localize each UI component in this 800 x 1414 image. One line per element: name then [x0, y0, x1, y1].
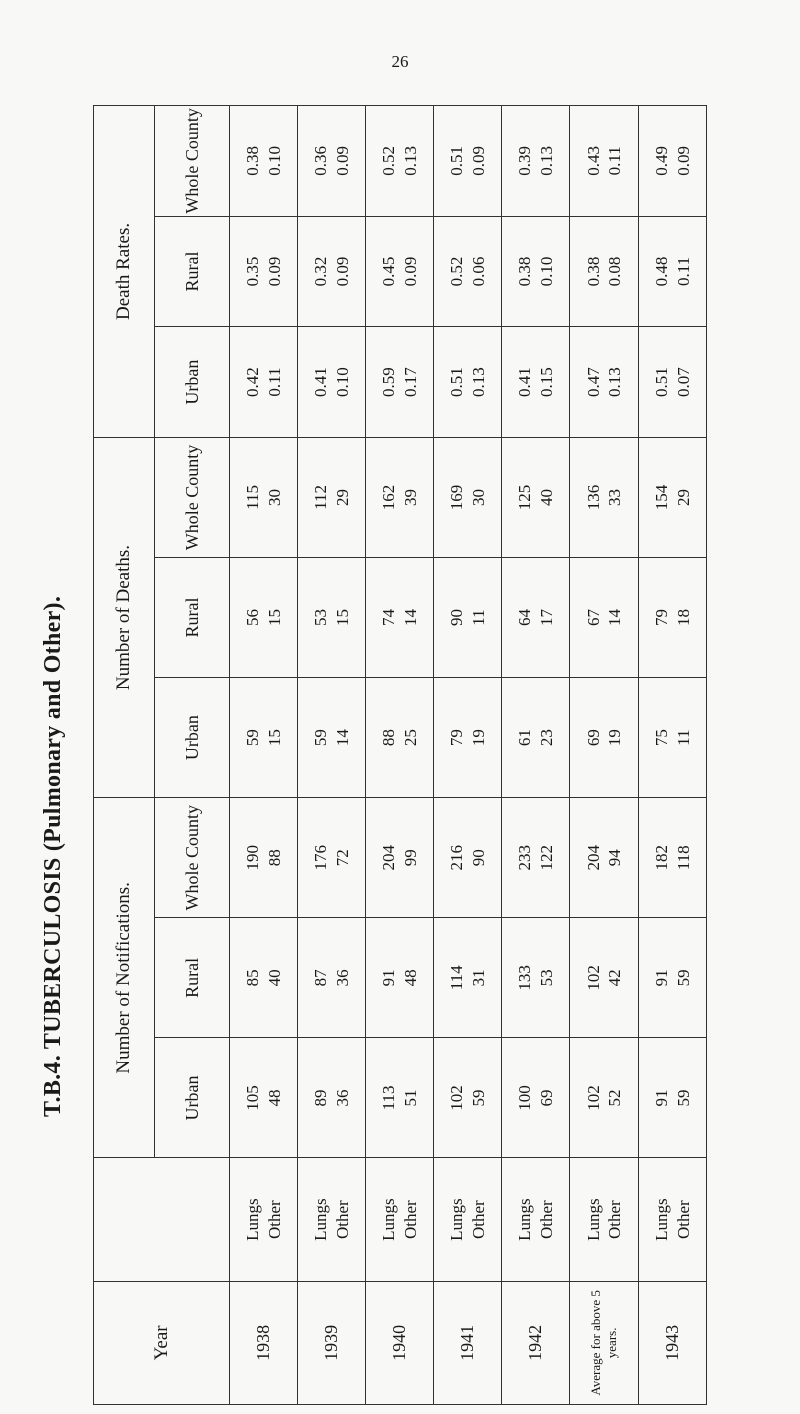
- type-label-lungs: Lungs: [515, 1197, 535, 1241]
- deaths-urban-cell: [366, 677, 434, 797]
- lungs-value: 0.49: [652, 145, 672, 176]
- other-value: 19: [468, 728, 488, 746]
- notifications-header: Number of Notifications.: [94, 797, 155, 1157]
- type-cell: [570, 1158, 639, 1281]
- lungs-value: 204: [379, 844, 399, 870]
- deaths-rural-cell: [502, 557, 570, 677]
- rate-whole-cell: [230, 105, 298, 216]
- table-row: [366, 105, 434, 1404]
- other-value: 0.06: [468, 256, 488, 286]
- type-header: [94, 1158, 230, 1281]
- lungs-value: 59: [243, 728, 263, 746]
- rate-urban-cell: [570, 326, 639, 437]
- other-value: 0.13: [605, 366, 624, 397]
- other-value: 15: [264, 608, 284, 626]
- lungs-value: 0.59: [379, 366, 399, 397]
- other-value: 59: [673, 968, 693, 986]
- type-label-lungs: Lungs: [243, 1197, 263, 1241]
- notif-urban-cell: [639, 1037, 707, 1157]
- notif-urban-cell: [502, 1037, 570, 1157]
- lungs-value: 113: [379, 1085, 399, 1110]
- lungs-value: 115: [243, 484, 263, 510]
- rate-rural-cell: [502, 216, 570, 327]
- other-value: 0.09: [673, 145, 693, 176]
- other-value: 14: [332, 728, 352, 746]
- notif-urban-cell: [230, 1037, 298, 1157]
- lungs-value: 216: [447, 844, 467, 870]
- table-body: [230, 105, 707, 1404]
- type-label-lungs: Lungs: [583, 1197, 603, 1241]
- notif-whole-cell: [434, 797, 502, 917]
- other-value: 0.11: [605, 145, 624, 175]
- lungs-value: 90: [447, 608, 467, 626]
- notif-whole-cell: [230, 797, 298, 917]
- rate-urban-cell: [434, 326, 502, 437]
- lungs-value: 162: [379, 484, 399, 510]
- other-value: 122: [536, 844, 556, 870]
- rate-whole-cell: [434, 105, 502, 216]
- deaths-rural-cell: [434, 557, 502, 677]
- other-value: 15: [264, 728, 284, 746]
- notif-rural-cell: [639, 917, 707, 1037]
- lungs-value: 91: [652, 968, 672, 986]
- other-value: 52: [605, 1088, 624, 1106]
- rate-whole-cell: [366, 105, 434, 216]
- lungs-value: 0.52: [379, 145, 399, 176]
- rate-rural-header: Rural: [155, 216, 230, 327]
- other-value: 0.17: [400, 366, 420, 397]
- death-rates-header: Death Rates.: [94, 105, 155, 437]
- lungs-value: 182: [652, 844, 672, 870]
- deaths-rural-cell: [366, 557, 434, 677]
- type-label-other: Other: [605, 1199, 624, 1239]
- lungs-value: 91: [652, 1088, 672, 1106]
- deaths-urban-cell: [570, 677, 639, 797]
- other-value: 0.07: [673, 366, 693, 397]
- type-cell: [298, 1158, 366, 1281]
- other-value: 0.09: [468, 145, 488, 176]
- table-row: [639, 105, 707, 1404]
- table-title: T.B.4. TUBERCULOSIS (Pulmonary and Other).: [40, 595, 66, 1117]
- other-value: 0.09: [332, 145, 352, 176]
- rate-urban-cell: [298, 326, 366, 437]
- lungs-value: 0.41: [515, 366, 535, 397]
- year-cell: 1938: [230, 1281, 298, 1404]
- other-value: 0.08: [605, 256, 624, 286]
- other-value: 17: [536, 608, 556, 626]
- rate-urban-cell: [366, 326, 434, 437]
- page-number: 26: [391, 52, 409, 71]
- other-value: 0.15: [536, 366, 556, 397]
- type-cell: [434, 1158, 502, 1281]
- lungs-value: 0.39: [515, 145, 535, 176]
- rate-whole-cell: [570, 105, 639, 216]
- rate-urban-header: Urban: [155, 326, 230, 437]
- table-row: [502, 105, 570, 1404]
- notif-urban-header: Urban: [155, 1037, 230, 1157]
- other-value: 72: [332, 848, 352, 866]
- type-label-other: Other: [536, 1199, 556, 1239]
- rate-rural-cell: [298, 216, 366, 327]
- other-value: 0.09: [332, 256, 352, 286]
- lungs-value: 100: [515, 1084, 535, 1111]
- type-label-other: Other: [400, 1199, 420, 1239]
- rate-urban-cell: [230, 326, 298, 437]
- year-cell: Average for above 5 years.: [570, 1281, 639, 1404]
- deaths-urban-cell: [298, 677, 366, 797]
- other-value: 14: [400, 608, 420, 626]
- other-value: 18: [673, 608, 693, 626]
- other-value: 99: [400, 848, 420, 866]
- lungs-value: 0.42: [243, 366, 263, 397]
- rate-whole-cell: [639, 105, 707, 216]
- other-value: 11: [468, 608, 488, 626]
- other-value: 69: [536, 1088, 556, 1106]
- lungs-value: 133: [515, 964, 535, 991]
- notif-rural-cell: [366, 917, 434, 1037]
- type-label-other: Other: [264, 1199, 284, 1239]
- other-value: 88: [264, 848, 284, 866]
- deaths-rural-cell: [298, 557, 366, 677]
- other-value: 14: [605, 608, 624, 626]
- lungs-value: 0.45: [379, 256, 399, 286]
- deaths-urban-header: Urban: [155, 677, 230, 797]
- other-value: 29: [332, 488, 352, 506]
- other-value: 0.10: [332, 366, 352, 397]
- year-cell: 1941: [434, 1281, 502, 1404]
- deaths-urban-cell: [639, 677, 707, 797]
- lungs-value: 0.51: [447, 145, 467, 176]
- deaths-rural-cell: [570, 557, 639, 677]
- notif-rural-header: Rural: [155, 917, 230, 1037]
- deaths-rural-cell: [230, 557, 298, 677]
- type-label-other: Other: [332, 1199, 352, 1239]
- type-cell: [639, 1158, 707, 1281]
- rate-rural-cell: [570, 216, 639, 327]
- other-value: 0.13: [400, 145, 420, 176]
- deaths-rural-cell: [639, 557, 707, 677]
- notif-whole-cell: [298, 797, 366, 917]
- lungs-value: 74: [379, 608, 399, 626]
- lungs-value: 85: [243, 968, 263, 986]
- deaths-rural-header: Rural: [155, 557, 230, 677]
- other-value: 36: [332, 968, 352, 986]
- rate-whole-cell: [298, 105, 366, 216]
- notif-urban-cell: [570, 1037, 639, 1157]
- lungs-value: 61: [515, 728, 535, 746]
- lungs-value: 102: [447, 1084, 467, 1111]
- lungs-value: 0.51: [652, 366, 672, 397]
- other-value: 29: [673, 488, 693, 506]
- notif-whole-cell: [570, 797, 639, 917]
- other-value: 0.13: [536, 145, 556, 176]
- other-value: 23: [536, 728, 556, 746]
- other-value: 31: [468, 968, 488, 986]
- other-value: 40: [264, 968, 284, 986]
- other-value: 11: [673, 728, 693, 746]
- other-value: 0.10: [264, 145, 284, 176]
- notif-whole-cell: [639, 797, 707, 917]
- notif-whole-header: Whole County: [155, 797, 230, 917]
- lungs-value: 56: [243, 608, 263, 626]
- notif-urban-cell: [434, 1037, 502, 1157]
- other-value: 40: [536, 488, 556, 506]
- lungs-value: 79: [447, 728, 467, 746]
- lungs-value: 114: [447, 964, 467, 990]
- notif-urban-cell: [366, 1037, 434, 1157]
- lungs-value: 125: [515, 484, 535, 510]
- type-cell: [230, 1158, 298, 1281]
- lungs-value: 233: [515, 844, 535, 870]
- lungs-value: 176: [311, 844, 331, 870]
- table-row: [298, 105, 366, 1404]
- rate-urban-cell: [502, 326, 570, 437]
- other-value: 33: [605, 488, 624, 506]
- lungs-value: 0.38: [583, 256, 603, 286]
- rate-urban-cell: [639, 326, 707, 437]
- type-label-other: Other: [673, 1199, 693, 1239]
- lungs-value: 87: [311, 968, 331, 986]
- notif-whole-cell: [366, 797, 434, 917]
- deaths-whole-cell: [230, 437, 298, 557]
- other-value: 19: [605, 728, 624, 746]
- other-value: 48: [400, 968, 420, 986]
- type-cell: [366, 1158, 434, 1281]
- deaths-whole-cell: [434, 437, 502, 557]
- lungs-value: 112: [311, 484, 331, 510]
- lungs-value: 64: [515, 608, 535, 626]
- other-value: 39: [400, 488, 420, 506]
- year-cell: 1942: [502, 1281, 570, 1404]
- lungs-value: 53: [311, 608, 331, 626]
- table-row: [434, 105, 502, 1404]
- other-value: 53: [536, 968, 556, 986]
- notif-whole-cell: [502, 797, 570, 917]
- rate-rural-cell: [639, 216, 707, 327]
- type-label-lungs: Lungs: [379, 1197, 399, 1241]
- other-value: 0.10: [536, 256, 556, 286]
- other-value: 25: [400, 728, 420, 746]
- lungs-value: 88: [379, 728, 399, 746]
- lungs-value: 0.48: [652, 256, 672, 286]
- lungs-value: 0.47: [583, 366, 603, 397]
- tuberculosis-table: [93, 105, 707, 1405]
- other-value: 90: [468, 848, 488, 866]
- rate-rural-cell: [366, 216, 434, 327]
- lungs-value: 169: [447, 484, 467, 510]
- lungs-value: 0.41: [311, 366, 331, 397]
- lungs-value: 154: [652, 484, 672, 510]
- other-value: 0.13: [468, 366, 488, 397]
- deaths-whole-cell: [366, 437, 434, 557]
- lungs-value: 59: [311, 728, 331, 746]
- rate-rural-cell: [230, 216, 298, 327]
- type-label-other: Other: [468, 1199, 488, 1239]
- rate-whole-cell: [502, 105, 570, 216]
- type-label-lungs: Lungs: [652, 1197, 672, 1241]
- lungs-value: 105: [243, 1084, 263, 1111]
- other-value: 30: [264, 488, 284, 506]
- other-value: 51: [400, 1088, 420, 1106]
- year-cell: 1943: [639, 1281, 707, 1404]
- notif-rural-cell: [230, 917, 298, 1037]
- lungs-value: 69: [583, 728, 603, 746]
- other-value: 0.11: [264, 367, 284, 397]
- other-value: 59: [468, 1088, 488, 1106]
- lungs-value: 67: [583, 608, 603, 626]
- year-cell: 1939: [298, 1281, 366, 1404]
- lungs-value: 0.52: [447, 256, 467, 286]
- deaths-header: Number of Deaths.: [94, 437, 155, 797]
- other-value: 0.09: [264, 256, 284, 286]
- lungs-value: 204: [583, 844, 603, 870]
- lungs-value: 0.38: [515, 256, 535, 286]
- deaths-urban-cell: [434, 677, 502, 797]
- rate-whole-header: Whole County: [155, 105, 230, 216]
- lungs-value: 89: [311, 1088, 331, 1106]
- lungs-value: 102: [583, 964, 603, 991]
- deaths-whole-cell: [298, 437, 366, 557]
- type-label-lungs: Lungs: [447, 1197, 467, 1241]
- other-value: 36: [332, 1088, 352, 1106]
- table-row: [570, 105, 639, 1404]
- lungs-value: 102: [583, 1084, 603, 1111]
- lungs-value: 0.38: [243, 145, 263, 176]
- lungs-value: 0.32: [311, 256, 331, 286]
- notif-rural-cell: [434, 917, 502, 1037]
- other-value: 48: [264, 1088, 284, 1106]
- other-value: 59: [673, 1088, 693, 1106]
- other-value: 94: [605, 848, 624, 866]
- notif-rural-cell: [570, 917, 639, 1037]
- notif-urban-cell: [298, 1037, 366, 1157]
- type-cell: [502, 1158, 570, 1281]
- year-header: Year: [94, 1281, 230, 1404]
- other-value: 30: [468, 488, 488, 506]
- other-value: 0.11: [673, 256, 693, 286]
- other-value: 0.09: [400, 256, 420, 286]
- lungs-value: 136: [583, 484, 603, 510]
- deaths-whole-header: Whole County: [155, 437, 230, 557]
- deaths-whole-cell: [502, 437, 570, 557]
- notif-rural-cell: [298, 917, 366, 1037]
- other-value: 118: [673, 844, 693, 870]
- lungs-value: 75: [652, 728, 672, 746]
- year-cell: 1940: [366, 1281, 434, 1404]
- type-label-lungs: Lungs: [311, 1197, 331, 1241]
- deaths-whole-cell: [570, 437, 639, 557]
- lungs-value: 0.35: [243, 256, 263, 286]
- other-value: 42: [605, 968, 624, 986]
- lungs-value: 0.43: [583, 145, 603, 176]
- lungs-value: 190: [243, 844, 263, 870]
- other-value: 15: [332, 608, 352, 626]
- lungs-value: 0.36: [311, 145, 331, 176]
- deaths-urban-cell: [502, 677, 570, 797]
- lungs-value: 79: [652, 608, 672, 626]
- rate-rural-cell: [434, 216, 502, 327]
- lungs-value: 0.51: [447, 366, 467, 397]
- notif-rural-cell: [502, 917, 570, 1037]
- deaths-urban-cell: [230, 677, 298, 797]
- table-row: [230, 105, 298, 1404]
- deaths-whole-cell: [639, 437, 707, 557]
- lungs-value: 91: [379, 968, 399, 986]
